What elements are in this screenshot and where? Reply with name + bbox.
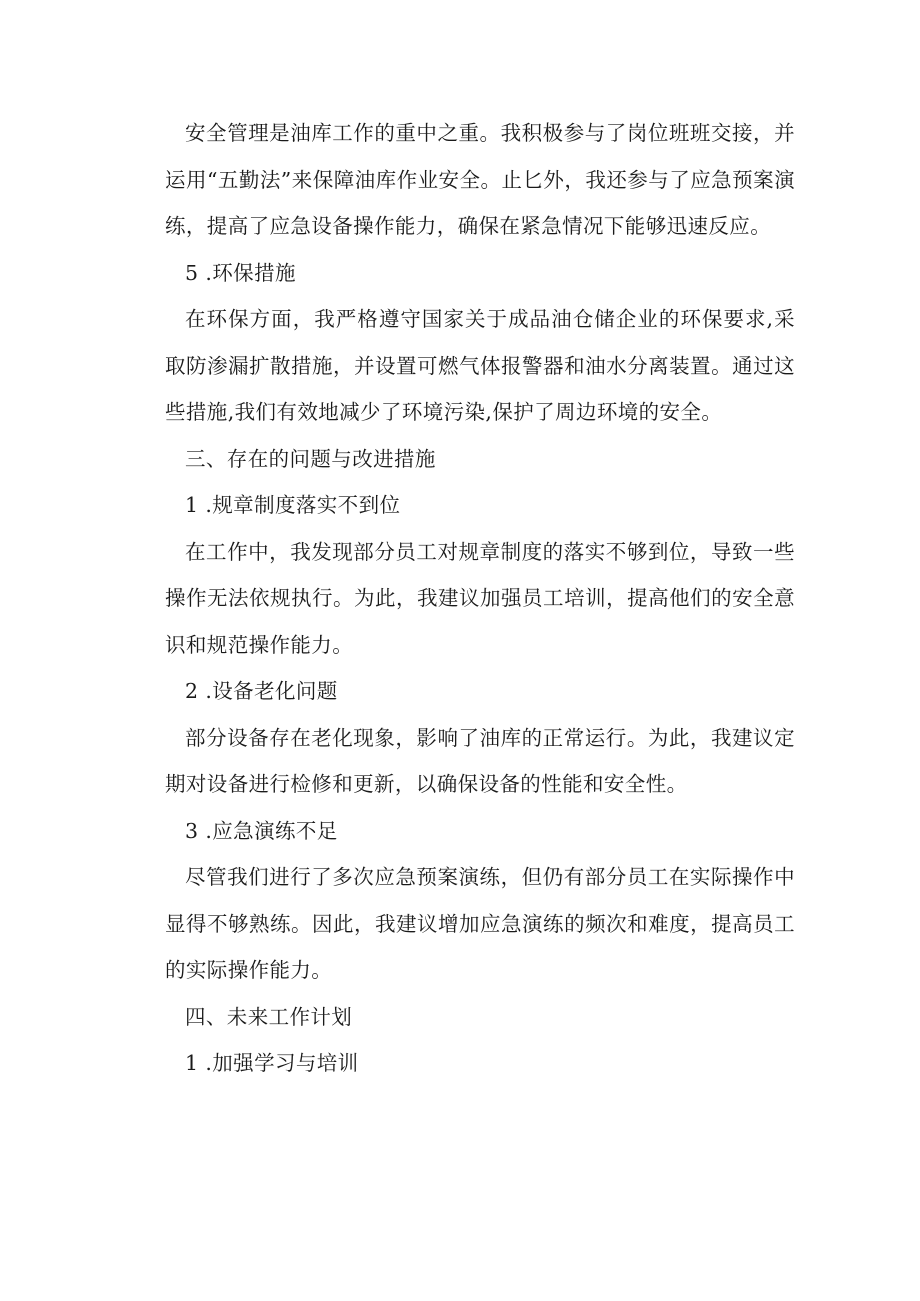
heading-equipment-aging: 2 .设备老化问题 (185, 679, 338, 703)
paragraph-emergency-drills: 尽管我们进行了多次应急预案演练，但仍有部分员工在实际操作中显得不够熟练。因此，我建议增加应急演练的频次和难度，提高员工的实际操作能力。 (165, 865, 795, 982)
section-heading-problems: 三、存在的问题与改进措施 (185, 446, 436, 471)
paragraph-safety-management: 安全管理是油库工作的重中之重。我积极参与了岗位班班交接，并运用“五勤法”来保障油库作业安全。止匕外，我还参与了应急预案演练，提高了应急设备操作能力，确保在紧急情况下能够迅速反应。 (165, 121, 795, 238)
paragraph-environmental-protection: 在环保方面，我严格遵守国家关于成品油仓储企业的环保要求,采取防渗漏扩散措施，并设置可燃气体报警器和油水分离装置。通过这些措施,我们有效地减少了环境污染,保护了周边环境的安全。 (165, 307, 795, 424)
paragraph-rules-implementation: 在工作中，我发现部分员工对规章制度的落实不够到位，导致一些操作无法依规执行。为此，我建议加强员工培训，提高他们的安全意识和规范操作能力。 (165, 539, 795, 657)
document-body (165, 110, 795, 1087)
heading-environmental-measures: 5 .环保措施 (185, 260, 296, 285)
heading-rules-implementation: 1 .规章制度落实不到位 (185, 493, 401, 517)
paragraph-equipment-aging: 部分设备存在老化现象，影响了油库的正常运行。为此，我建议定期对设备进行检修和更新，以确保设备的性能和安全性。 (165, 725, 795, 796)
heading-learning-training: 1 .加强学习与培训 (185, 1051, 359, 1075)
heading-emergency-drills: 3 .应急演练不足 (185, 818, 338, 843)
section-heading-future-plans: 四、未来工作计划 (185, 1004, 353, 1029)
